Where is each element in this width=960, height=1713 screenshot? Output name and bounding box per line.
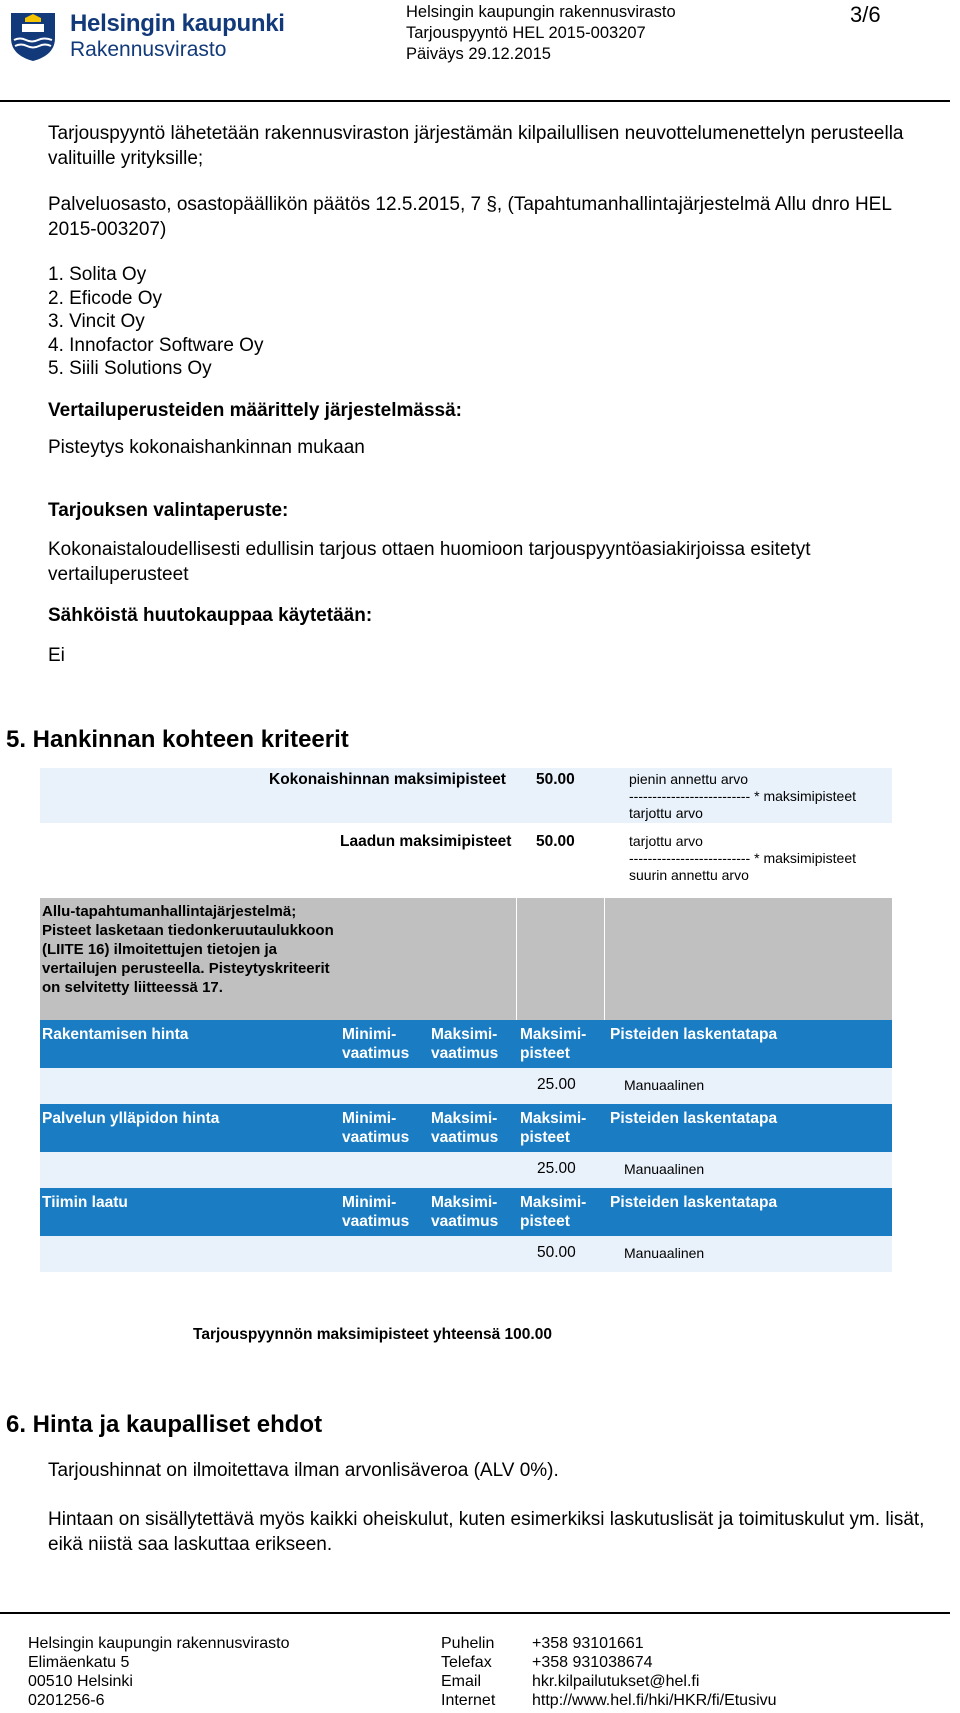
auction-heading: Sähköistä huutokauppaa käytetään: (48, 605, 373, 626)
label-email: Email (441, 1673, 482, 1690)
coat-of-arms-icon (8, 10, 58, 62)
grand-total: Tarjouspyynnön maksimipisteet yhteensä 100.00 (193, 1326, 552, 1343)
section-5-title: 5. Hankinnan kohteen kriteerit (6, 726, 349, 753)
footer-business-id: 0201256-6 (28, 1692, 105, 1709)
selection-text: Kokonaistaloudellisesti edullisin tarjous ottaen huomioon tarjouspyyntöasiakirjoissa esitetyt vertailuperusteet (48, 539, 811, 585)
criterion-name: Rakentamisen hinta (42, 1026, 189, 1043)
footer-city: 00510 Helsinki (28, 1673, 133, 1690)
total-points-value: 50.00 (536, 771, 575, 788)
price-formula (629, 771, 856, 822)
formula-line: -------------------------- * maksimipisteet (629, 850, 857, 866)
header-date: Päiväys 29.12.2015 (406, 45, 551, 63)
document-header (406, 2, 676, 65)
footer-street: Elimäenkatu 5 (28, 1654, 130, 1671)
col-method: Pisteiden laskentatapa (610, 1194, 778, 1211)
footer-address (28, 1634, 290, 1710)
criteria-value-row (40, 1068, 892, 1104)
criteria-header-row (40, 1104, 892, 1152)
header-org: Helsingin kaupungin rakennusvirasto (406, 3, 676, 21)
formula-numerator: tarjottu arvo (629, 833, 703, 849)
criterion-points: 25.00 (537, 1076, 576, 1093)
company-list (48, 263, 263, 381)
list-item: 1. Solita Oy (48, 264, 147, 285)
col-method: Pisteiden laskentatapa (610, 1026, 778, 1043)
formula-line: -------------------------- * maksimipisteet (629, 788, 857, 804)
criteria-value-row (40, 1152, 892, 1188)
formula-denominator: tarjottu arvo (629, 805, 703, 821)
footer-divider (0, 1612, 950, 1614)
label-fax: Telefax (441, 1654, 492, 1671)
col-points: Maksimi- pisteet (520, 1194, 587, 1230)
quality-points-label: Laadun maksimipisteet (340, 833, 512, 850)
phone-value: +358 93101661 (532, 1635, 644, 1652)
page-number: 3/6 (850, 2, 881, 27)
cell-divider (604, 898, 605, 1020)
col-min: Minimi- vaatimus (342, 1110, 410, 1146)
formula-denominator: suurin annettu arvo (629, 867, 749, 883)
list-item: 2. Eficode Oy (48, 287, 163, 309)
logo-title: Helsingin kaupunki (70, 10, 285, 37)
col-max: Maksimi- vaatimus (431, 1194, 499, 1230)
col-max: Maksimi- vaatimus (431, 1110, 499, 1146)
footer-contact-values (532, 1634, 777, 1710)
label-internet: Internet (441, 1692, 496, 1709)
criterion-name: Palvelun ylläpidon hinta (42, 1110, 220, 1127)
quality-formula (629, 833, 856, 884)
criteria-value-row (40, 1236, 892, 1272)
fax-value: +358 931038674 (532, 1654, 653, 1671)
criteria-header-row (40, 1188, 892, 1236)
col-method: Pisteiden laskentatapa (610, 1110, 778, 1127)
section-6-title: 6. Hinta ja kaupalliset ehdot (6, 1411, 323, 1438)
footer-contact-labels (441, 1634, 495, 1710)
criteria-header-row (40, 1020, 892, 1068)
costs-paragraph: Hintaan on sisällytettävä myös kaikki oheiskulut, kuten esimerkiksi laskutuslisät ja toimituskulut ym. lisät, eikä niistä saa laskuttaa erikseen. (48, 1509, 925, 1555)
quality-points-value: 50.00 (536, 833, 575, 850)
header-ref: Tarjouspyyntö HEL 2015-003207 (406, 24, 646, 42)
criterion-points: 25.00 (537, 1160, 576, 1177)
criteria-heading: Vertailuperusteiden määrittely järjestelmässä: (48, 400, 462, 421)
header-divider (0, 100, 950, 102)
auction-text: Ei (48, 645, 65, 666)
criterion-points: 50.00 (537, 1244, 576, 1261)
criterion-name: Tiimin laatu (42, 1194, 128, 1211)
logo-subtitle: Rakennusvirasto (70, 38, 227, 61)
criterion-method: Manuaalinen (624, 1245, 705, 1261)
website-link[interactable]: http://www.hel.fi/hki/HKR/fi/Etusivu (532, 1692, 777, 1709)
intro-paragraph-1: Tarjouspyyntö lähetetään rakennusviraston järjestämän kilpailullisen neuvottelumenettelyn perusteella valituille yrityksille; (48, 123, 904, 169)
label-phone: Puhelin (441, 1635, 495, 1652)
list-item: 5. Siili Solutions Oy (48, 358, 212, 379)
selection-heading: Tarjouksen valintaperuste: (48, 500, 289, 521)
col-min: Minimi- vaatimus (342, 1194, 410, 1230)
col-points: Maksimi- pisteet (520, 1026, 587, 1062)
total-points-label: Kokonaishinnan maksimipisteet (269, 771, 506, 788)
cell-divider (516, 898, 517, 1020)
col-max: Maksimi- vaatimus (431, 1026, 499, 1062)
list-item: 4. Innofactor Software Oy (48, 334, 264, 356)
criterion-method: Manuaalinen (624, 1161, 705, 1177)
col-points: Maksimi- pisteet (520, 1110, 587, 1146)
vat-paragraph: Tarjoushinnat on ilmoitettava ilman arvonlisäveroa (ALV 0%). (48, 1460, 559, 1481)
email-link[interactable]: hkr.kilpailutukset@hel.fi (532, 1673, 700, 1690)
city-logo (8, 8, 285, 64)
criteria-text: Pisteytys kokonaishankinnan mukaan (48, 437, 365, 458)
allu-note: Allu-tapahtumanhallintajärjestelmä; Pisteet lasketaan tiedonkeruutaulukkoon (LIITE 16) ilmoitettujen tietojen ja vertailujen perusteella. Pisteytyskriteerit on selvitetty liitteessä 17. (42, 903, 334, 996)
formula-numerator: pienin annettu arvo (629, 771, 749, 787)
criterion-method: Manuaalinen (624, 1077, 705, 1093)
list-item: 3. Vincit Oy (48, 311, 145, 332)
col-min: Minimi- vaatimus (342, 1026, 410, 1062)
intro-paragraph-2: Palveluosasto, osastopäällikön päätös 12.5.2015, 7 §, (Tapahtumanhallintajärjestelmä Allu dnro HEL 2015-003207) (48, 194, 892, 240)
footer-org: Helsingin kaupungin rakennusvirasto (28, 1635, 290, 1652)
